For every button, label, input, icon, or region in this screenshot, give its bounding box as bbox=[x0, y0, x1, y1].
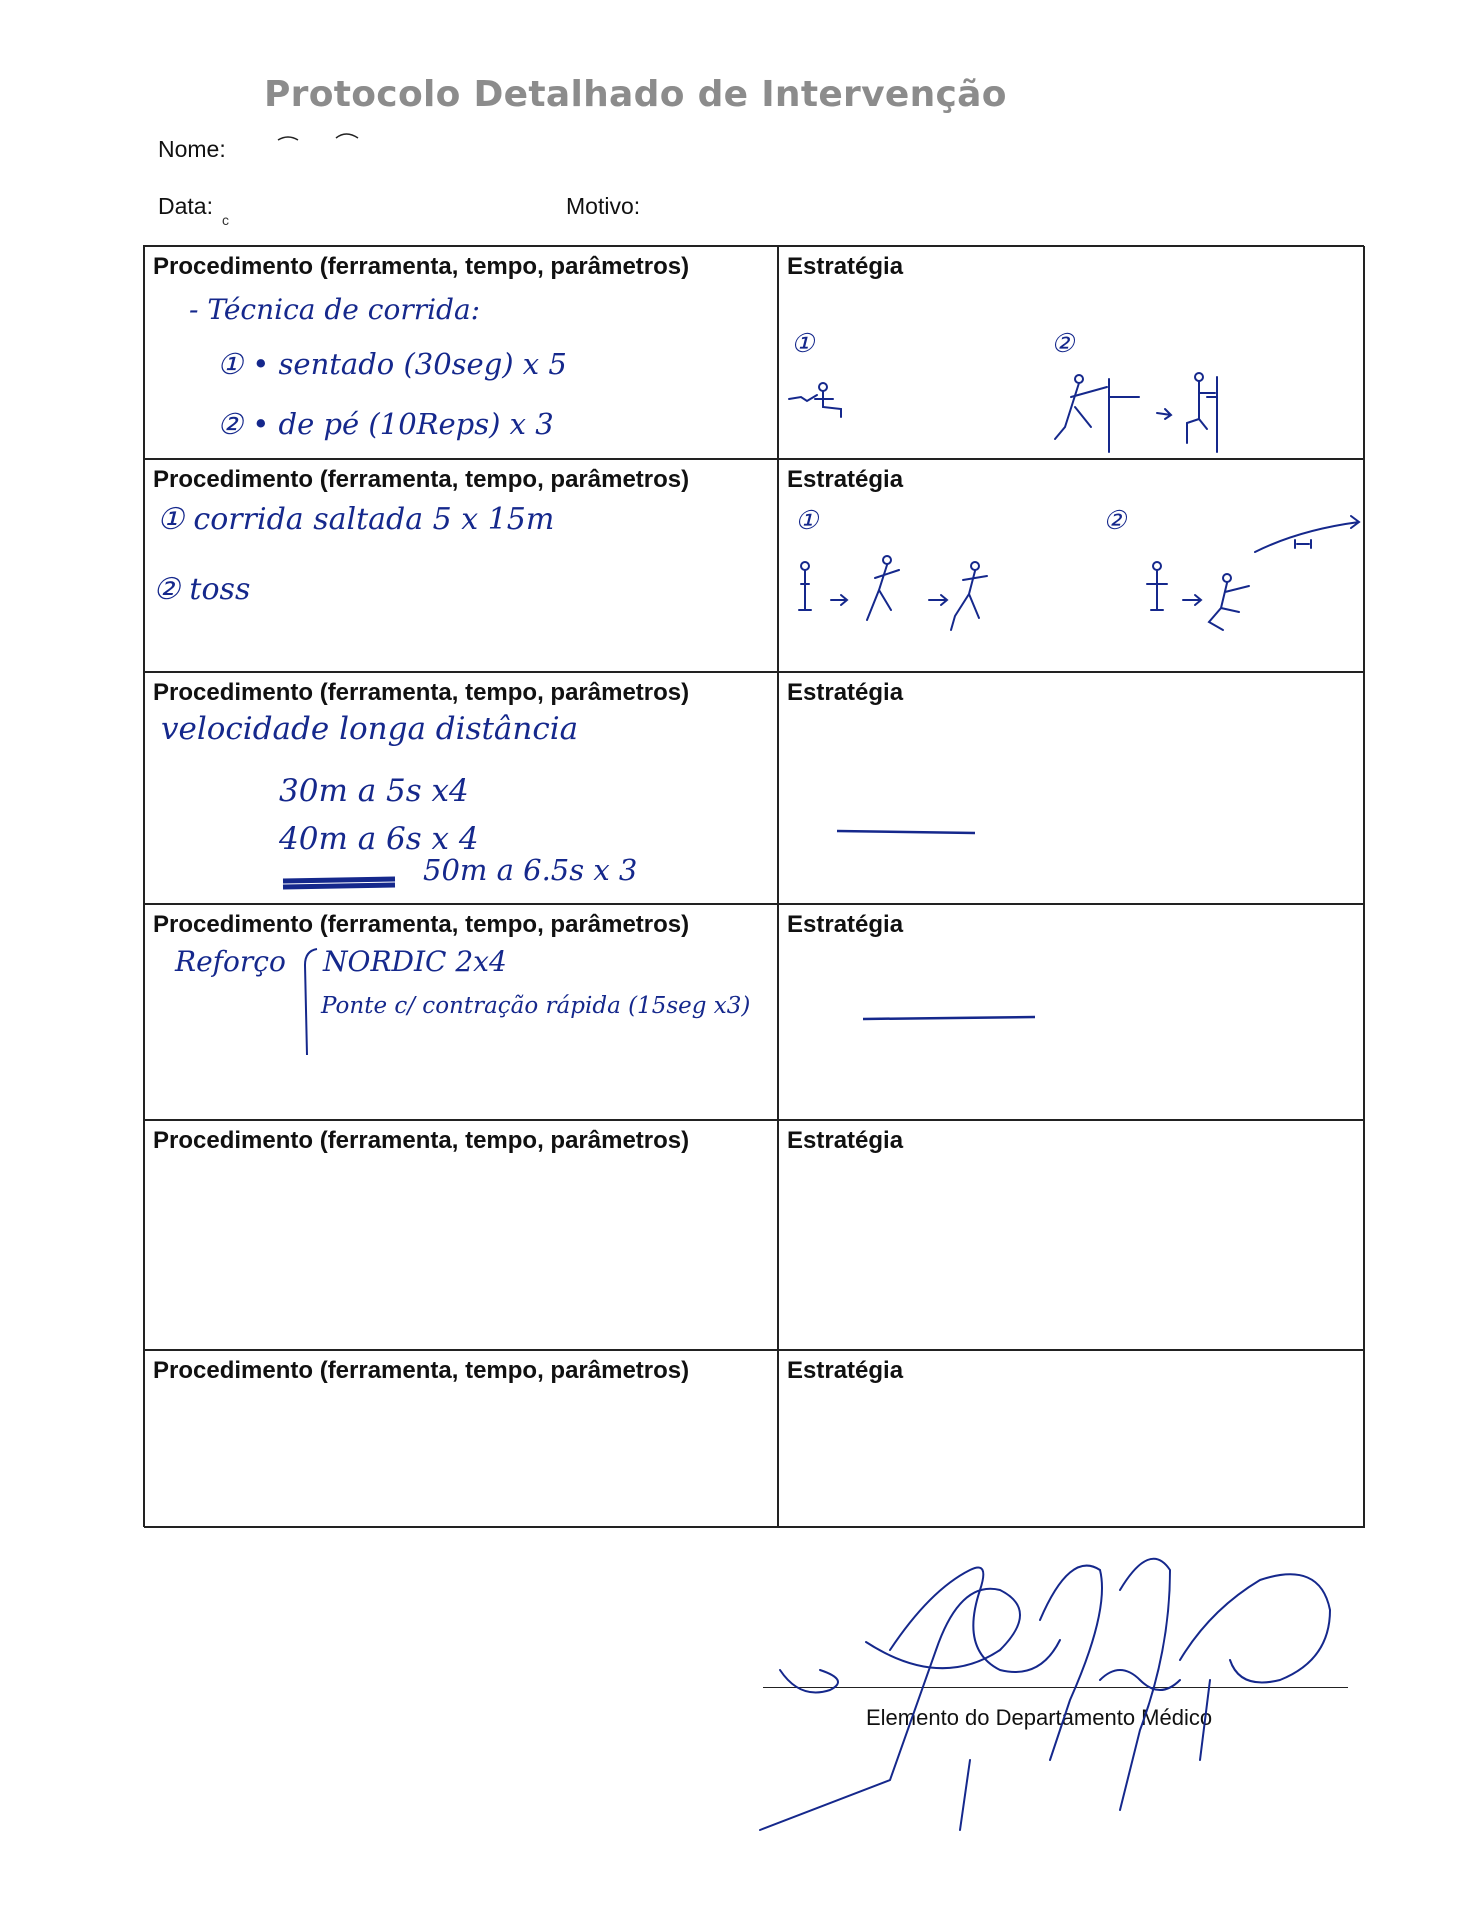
procedure-line: velocidade longa distância bbox=[161, 711, 579, 747]
procedure-line: NORDIC 2x4 bbox=[323, 945, 507, 978]
strategy-header-6: Estratégia bbox=[787, 1357, 904, 1384]
strikethrough-scribble bbox=[145, 673, 779, 905]
strategy-cell-3 bbox=[778, 672, 1365, 904]
curly-brace bbox=[145, 905, 779, 1121]
date-mark: c bbox=[222, 212, 229, 228]
date-label: Data: bbox=[158, 193, 213, 219]
procedure-cell-1 bbox=[144, 246, 778, 459]
strategy-cell-2 bbox=[778, 459, 1365, 672]
strategy-cell-6 bbox=[778, 1350, 1365, 1528]
procedure-line: ② toss bbox=[153, 572, 251, 607]
procedure-line: Reforço bbox=[175, 945, 286, 978]
procedure-cell-6 bbox=[144, 1350, 778, 1528]
strategy-cell-1 bbox=[778, 246, 1365, 459]
strategy-dash-3 bbox=[779, 673, 1366, 905]
name-redaction-marks bbox=[270, 128, 380, 148]
procedure-cell-3 bbox=[144, 672, 778, 904]
strategy-cell-4 bbox=[778, 904, 1365, 1120]
procedure-line: 40m a 6s x 4 bbox=[279, 821, 479, 857]
page-title: Protocolo Detalhado de Intervenção bbox=[264, 74, 1007, 115]
strategy-header-1: Estratégia bbox=[787, 253, 904, 280]
reason-label: Motivo: bbox=[566, 193, 641, 219]
procedure-cell-4 bbox=[144, 904, 778, 1120]
procedure-line: - Técnica de corrida: bbox=[189, 293, 481, 326]
strategy-label: ② bbox=[1051, 329, 1075, 359]
procedure-header-4: Procedimento (ferramenta, tempo, parâmetros) bbox=[153, 911, 690, 938]
strategy-header-4: Estratégia bbox=[787, 911, 904, 938]
running-technique-sketch bbox=[779, 247, 1366, 460]
procedure-line: ① • sentado (30seg) x 5 bbox=[217, 347, 567, 381]
procedure-cell-2 bbox=[144, 459, 778, 672]
strategy-label: ② bbox=[1103, 506, 1127, 536]
procedure-header-1: Procedimento (ferramenta, tempo, parâmetros) bbox=[153, 253, 690, 280]
intervention-table bbox=[143, 245, 1364, 1527]
procedure-header-6: Procedimento (ferramenta, tempo, parâmetros) bbox=[153, 1357, 690, 1384]
strategy-label: ① bbox=[791, 329, 815, 359]
strategy-header-2: Estratégia bbox=[787, 466, 904, 493]
name-label: Nome: bbox=[158, 136, 226, 162]
strategy-header-3: Estratégia bbox=[787, 679, 904, 706]
procedure-line: ① corrida saltada 5 x 15m bbox=[157, 502, 555, 537]
procedure-header-5: Procedimento (ferramenta, tempo, parâmetros) bbox=[153, 1127, 690, 1154]
procedure-header-3: Procedimento (ferramenta, tempo, parâmetros) bbox=[153, 679, 690, 706]
procedure-line: ② • de pé (10Reps) x 3 bbox=[217, 407, 554, 441]
strategy-label: ① bbox=[795, 506, 819, 536]
handwritten-signature bbox=[740, 1530, 1390, 1850]
bounding-and-toss-sketch bbox=[779, 460, 1366, 673]
strategy-header-5: Estratégia bbox=[787, 1127, 904, 1154]
signature-caption: Elemento do Departamento Médico bbox=[866, 1705, 1213, 1730]
procedure-line: Ponte c/ contração rápida (15seg x3) bbox=[321, 993, 751, 1019]
procedure-header-2: Procedimento (ferramenta, tempo, parâmetros) bbox=[153, 466, 690, 493]
procedure-line: 50m a 6.5s x 3 bbox=[423, 853, 638, 887]
procedure-line: 30m a 5s x4 bbox=[279, 773, 469, 809]
strategy-cell-5 bbox=[778, 1120, 1365, 1350]
strategy-dash-4 bbox=[779, 905, 1366, 1121]
procedure-cell-5 bbox=[144, 1120, 778, 1350]
